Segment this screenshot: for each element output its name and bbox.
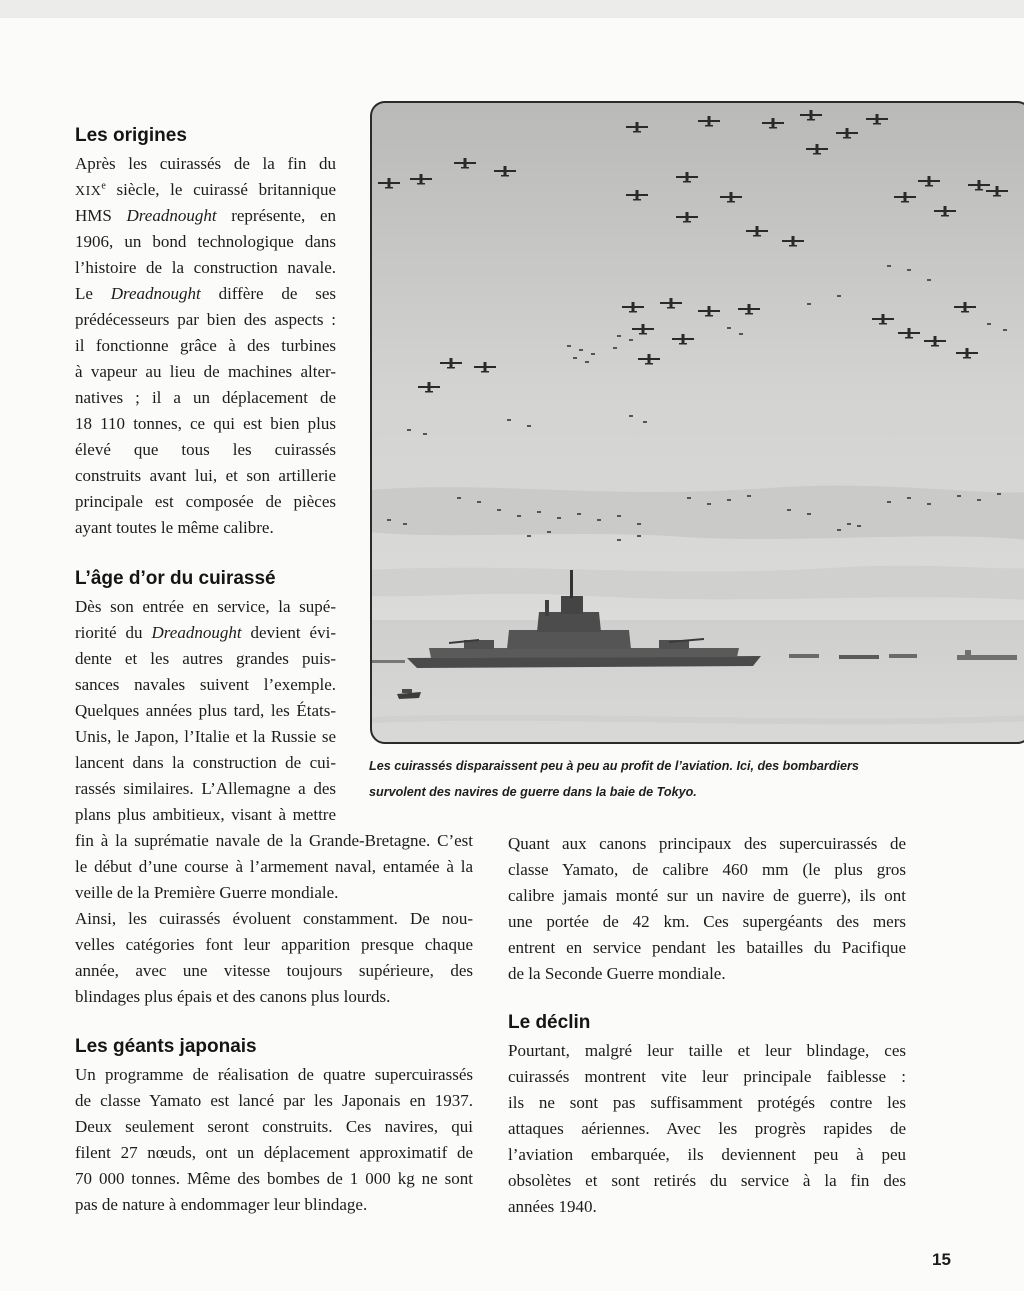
text-line-part: riorité du	[75, 623, 152, 642]
text-line: une portée de 42 km. Ces supergéants des mers	[508, 912, 906, 931]
text-line-part: diffère de ses	[200, 284, 336, 303]
text-line: calibre jamais monté sur un navire de guerre), ils ont	[508, 886, 906, 905]
text-line: l’histoire de la construction navale.	[75, 258, 336, 277]
text-line-italic: Dreadnought	[110, 284, 201, 303]
text-line: plans plus ambitieux, visant à mettre	[75, 805, 336, 824]
text-line: Unis, le Japon, l’Italie et la Russie se	[75, 727, 336, 746]
text-line: principale est composée de pièces	[75, 492, 336, 511]
text-line: 18 110 tonnes, ce qui est bien plus	[75, 414, 336, 433]
text-line-part: représente, en	[216, 206, 336, 225]
photo-caption-line-1: Les cuirassés disparaissent peu à peu au profit de l’aviation. Ici, des bombardiers	[369, 759, 859, 773]
text-line-part: XIX	[75, 184, 102, 199]
text-line-part: HMS	[75, 206, 127, 225]
text-line: fin à la suprématie navale de la Grande-Bretagne. C’est	[75, 831, 473, 850]
text-line: Ainsi, les cuirassés évoluent constamment. De nou-	[75, 909, 473, 928]
text-line: lancent dans la construction de cui-	[75, 753, 336, 772]
text-line: l’aviation embarquée, ils deviennent peu à peu	[508, 1145, 906, 1164]
text-line-part: Le	[75, 284, 111, 303]
text-line: 70 000 tonnes. Même des bombes de 1 000 kg ne sont	[75, 1169, 473, 1188]
scan-top-band	[0, 0, 1024, 18]
heading-geants: Les géants japonais	[75, 1036, 257, 1057]
text-line: ils ne sont pas suffisamment protégés contre les	[508, 1093, 906, 1112]
text-line: à vapeur au lieu de machines alter-	[75, 362, 336, 381]
text-line: entrent en service pendant les batailles du Pacifique	[508, 938, 906, 957]
text-line: ayant toutes le même calibre.	[75, 518, 274, 537]
text-line: Dès son entrée en service, la supé-	[75, 597, 336, 616]
text-line: de classe Yamato est lancé par les Japonais en 1937.	[75, 1091, 473, 1110]
text-line: classe Yamato, de calibre 460 mm (le plus gros	[508, 860, 906, 879]
text-line-italic: Dreadnought	[151, 623, 242, 642]
text-line: Quelques années plus tard, les États-	[75, 701, 336, 720]
text-line: Deux seulement seront construits. Ces navires, qui	[75, 1117, 473, 1136]
heading-age-or: L’âge d’or du cuirassé	[75, 568, 276, 589]
text-line	[75, 203, 336, 229]
text-line: blindages plus épais et des canons plus lourds.	[75, 987, 391, 1006]
text-line: velles catégories font leur apparition presque chaque	[75, 935, 473, 954]
text-line: attaques aériennes. Avec les progrès rapides de	[508, 1119, 906, 1138]
text-line: années 1940.	[508, 1197, 597, 1216]
text-line: il fonctionne grâce à des turbines	[75, 336, 336, 355]
text-line: le début d’une course à l’armement naval, entamée à la	[75, 857, 473, 876]
text-line-sup: e	[101, 180, 106, 192]
text-line: construits avant lui, et son artillerie	[75, 466, 336, 485]
text-line-part: devient évi-	[241, 623, 336, 642]
photo-caption-line-2: survolent des navires de guerre dans la baie de Tokyo.	[369, 785, 697, 799]
text-line: veille de la Première Guerre mondiale.	[75, 883, 339, 902]
text-line: natives ; il a un déplacement de	[75, 388, 336, 407]
text-line: rassés similaires. L’Allemagne a des	[75, 779, 336, 798]
heading-declin: Le déclin	[508, 1012, 591, 1033]
page-number: 15	[932, 1250, 951, 1269]
text-line	[75, 281, 336, 307]
text-line: pas de nature à endommager leur blindage.	[75, 1195, 368, 1214]
text-line: Pourtant, malgré leur taille et leur blindage, ces	[508, 1041, 906, 1060]
text-line: cuirassés montrent vite leur principale faiblesse :	[508, 1067, 906, 1086]
text-line: dente et les autres grandes puis-	[75, 649, 336, 668]
text-line-italic: Dreadnought	[126, 206, 217, 225]
text-line	[75, 177, 336, 203]
text-line: sances navales suivent l’exemple.	[75, 675, 336, 694]
text-line: 1906, un bond technologique dans	[75, 232, 336, 251]
text-line: élevé que tous les cuirassés	[75, 440, 336, 459]
text-line: filent 27 nœuds, ont un déplacement approximatif de	[75, 1143, 473, 1162]
text-line: prédécesseurs par bien des aspects :	[75, 310, 336, 329]
text-line: Après les cuirassés de la fin du	[75, 154, 336, 173]
text-line: obsolètes et sont retirés du service à la fin des	[508, 1171, 906, 1190]
text-line: Un programme de réalisation de quatre supercuirassés	[75, 1065, 473, 1084]
text-line	[75, 620, 336, 646]
text-line-part: siècle, le cuirassé britannique	[105, 180, 336, 199]
photo-aircraft-over-battleship	[369, 100, 1024, 745]
heading-origines: Les origines	[75, 125, 187, 146]
text-line: année, avec une vitesse toujours supérieure, des	[75, 961, 473, 980]
text-line: de la Seconde Guerre mondiale.	[508, 964, 726, 983]
text-line: Quant aux canons principaux des supercuirassés de	[508, 834, 906, 853]
